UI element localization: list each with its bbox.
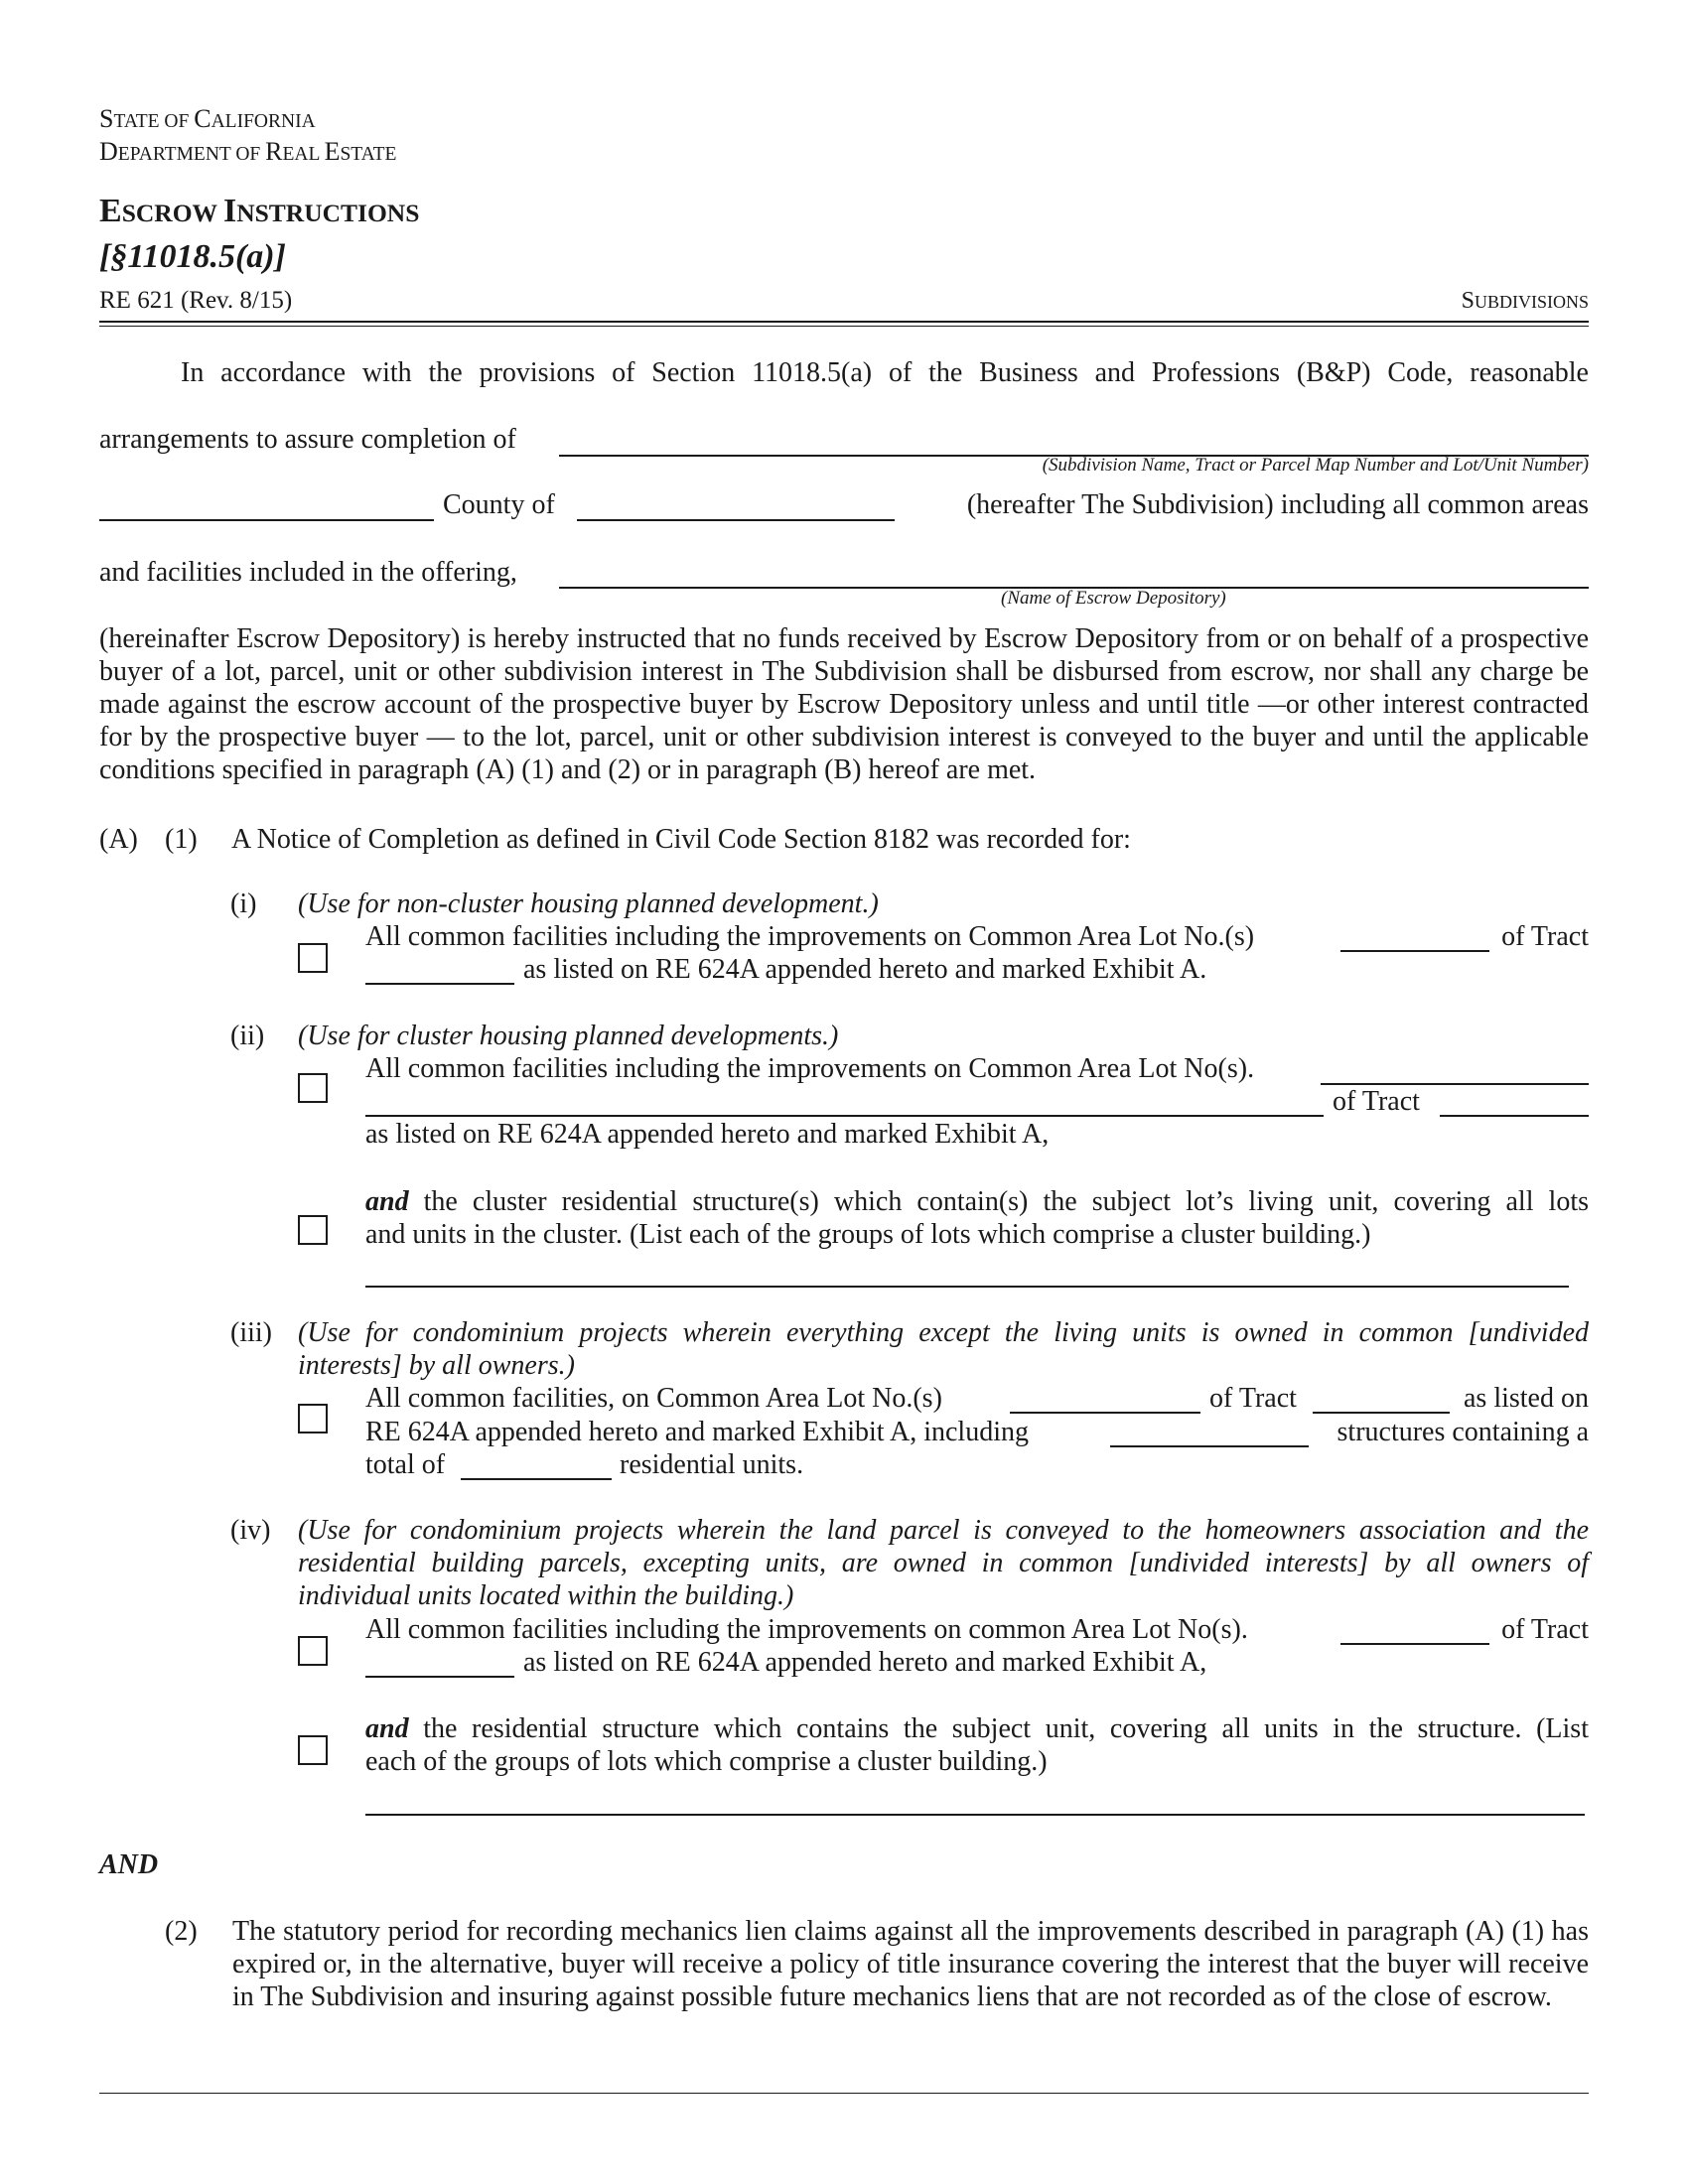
- section-label: SUBDIVISIONS: [1461, 288, 1589, 314]
- statute-reference: [§11018.5(a)]: [99, 238, 286, 275]
- item-iv-and-line-1: and the residential structure which contains the subject unit, covering all units in the structure. (List: [365, 1713, 1589, 1744]
- item-iv-line-1a: All common facilities including the improvements on common Area Lot No(s).: [365, 1614, 1248, 1645]
- intro-line-2-label: arrangements to assure completion of: [99, 424, 516, 455]
- intro-line-1: In accordance with the provisions of Section 11018.5(a) of the Business and Professions (B&P) Code, reasonable: [181, 357, 1589, 388]
- item-iv-cluster-list-field[interactable]: [365, 1814, 1585, 1816]
- item-i-line-1b: of Tract: [1501, 921, 1589, 952]
- item-i-tract-field[interactable]: [365, 983, 514, 985]
- intro-line-3-tail: (hereafter The Subdivision) including all common areas: [966, 489, 1589, 520]
- form-number: RE 621 (Rev. 8/15): [99, 287, 293, 314]
- item-ii-line-3: as listed on RE 624A appended hereto and marked Exhibit A,: [365, 1119, 1050, 1150]
- item-iii-line-3b: residential units.: [620, 1449, 804, 1480]
- section-a2-label: (2): [165, 1916, 198, 1947]
- item-ii-checkbox[interactable]: [298, 1073, 328, 1103]
- county-label: County of: [443, 489, 555, 520]
- escrow-depository-caption: (Name of Escrow Depository): [1001, 588, 1226, 609]
- item-ii-tract-field[interactable]: [1440, 1115, 1589, 1117]
- item-ii-line-2b: of Tract: [1333, 1086, 1420, 1117]
- item-ii-line-1: All common facilities including the improvements on Common Area Lot No(s).: [365, 1053, 1255, 1084]
- county-field[interactable]: [577, 519, 895, 521]
- item-iv-and-line-2: each of the groups of lots which comprise a cluster building.): [365, 1746, 1048, 1777]
- item-iii-tract-field[interactable]: [1313, 1412, 1450, 1414]
- section-a1-heading: A Notice of Completion as defined in Civil Code Section 8182 was recorded for:: [231, 824, 1131, 855]
- item-iii-checkbox[interactable]: [298, 1404, 328, 1433]
- item-i-line-1a: All common facilities including the improvements on Common Area Lot No.(s): [365, 921, 1255, 952]
- item-i-number: (i): [230, 888, 257, 919]
- item-ii-and-line-1: and the cluster residential structure(s) which contain(s) the subject lot’s living unit, covering all lots: [365, 1186, 1589, 1217]
- state-name: STATE OF CALIFORNIA: [99, 104, 316, 133]
- item-iii-line-1a: All common facilities, on Common Area Lot No.(s): [365, 1383, 942, 1414]
- item-i-note: (Use for non-cluster housing planned development.): [298, 888, 879, 919]
- intro-line-4-label: and facilities included in the offering,: [99, 557, 517, 588]
- item-iii-line-3a: total of: [365, 1449, 446, 1480]
- item-iv-structure-checkbox[interactable]: [298, 1735, 328, 1765]
- and-label: AND: [99, 1849, 159, 1880]
- item-i-checkbox[interactable]: [298, 943, 328, 973]
- item-iii-structures-field[interactable]: [1110, 1445, 1309, 1447]
- item-iii-note-line-1: (Use for condominium projects wherein everything except the living units is owned in common [undivided: [298, 1317, 1589, 1348]
- item-iv-lot-field[interactable]: [1340, 1643, 1489, 1645]
- item-iii-line-2a: RE 624A appended hereto and marked Exhibit A, including: [365, 1417, 1029, 1447]
- item-iv-note-line-1: (Use for condominium projects wherein the land parcel is conveyed to the homeowners association and the: [298, 1515, 1589, 1546]
- item-ii-lot-field-b[interactable]: [365, 1115, 1324, 1117]
- section-a-label: (A): [99, 824, 138, 855]
- item-ii-cluster-checkbox[interactable]: [298, 1215, 328, 1245]
- item-ii-cluster-list-field[interactable]: [365, 1286, 1569, 1288]
- item-iv-line-2: as listed on RE 624A appended hereto and marked Exhibit A,: [523, 1647, 1207, 1678]
- item-iv-line-1b: of Tract: [1501, 1614, 1589, 1645]
- city-field[interactable]: [99, 519, 434, 521]
- item-iv-checkbox[interactable]: [298, 1636, 328, 1666]
- item-i-lot-field[interactable]: [1340, 950, 1489, 952]
- item-iii-lot-field[interactable]: [1010, 1412, 1200, 1414]
- item-iii-units-field[interactable]: [461, 1478, 612, 1480]
- footer-rule: [99, 2093, 1589, 2094]
- item-iv-note-line-2: residential building parcels, excepting units, are owned in common [undivided interests] by all owners of: [298, 1548, 1589, 1578]
- item-ii-number: (ii): [230, 1021, 265, 1051]
- item-iv-number: (iv): [230, 1515, 271, 1546]
- form-title: ESCROW INSTRUCTIONS: [99, 193, 420, 229]
- section-a2-text: The statutory period for recording mechanics lien claims against all the improvements described in paragraph (A) (1) has expired or, in the alternative, buyer will receive a policy of title insurance covering the interest that the buyer will receive in The Subdivision and insuring against possible future mechanics liens that are not recorded as of the close of escrow.: [232, 1916, 1589, 2012]
- header-rule-bottom: [99, 326, 1589, 327]
- header-rule-top: [99, 321, 1589, 323]
- item-i-line-2: as listed on RE 624A appended hereto and marked Exhibit A.: [523, 954, 1207, 985]
- item-iii-line-1b: of Tract: [1209, 1383, 1297, 1414]
- section-a1-label: (1): [165, 824, 198, 855]
- item-iii-line-2b: structures containing a: [1336, 1417, 1589, 1447]
- intro-paragraph: (hereinafter Escrow Depository) is hereby instructed that no funds received by Escrow Depository from or on behalf of a prospective buyer of a lot, parcel, unit or other subdivision interest in The Subdivision shall be disbursed from escrow, nor shall any charge be made against the escrow account of the prospective buyer by Escrow Depository unless and until title —or other interest contracted for by the prospective buyer — to the lot, parcel, unit or other subdivision interest is conveyed to the buyer and until the applicable conditions specified in paragraph (A) (1) and (2) or in paragraph (B) hereof are met.: [99, 623, 1589, 785]
- item-iv-tract-field[interactable]: [365, 1676, 514, 1678]
- item-iii-note-line-2: interests] by all owners.): [298, 1350, 575, 1381]
- item-iv-note-line-3: individual units located within the building.): [298, 1580, 794, 1611]
- item-ii-and-line-2: and units in the cluster. (List each of the groups of lots which comprise a cluster building.): [365, 1219, 1371, 1250]
- subdivision-caption: (Subdivision Name, Tract or Parcel Map Number and Lot/Unit Number): [1042, 455, 1589, 476]
- item-ii-note: (Use for cluster housing planned developments.): [298, 1021, 839, 1051]
- item-iii-line-1c: as listed on: [1464, 1383, 1589, 1414]
- item-iii-number: (iii): [230, 1317, 272, 1348]
- department-name: DEPARTMENT OF REAL ESTATE: [99, 137, 397, 166]
